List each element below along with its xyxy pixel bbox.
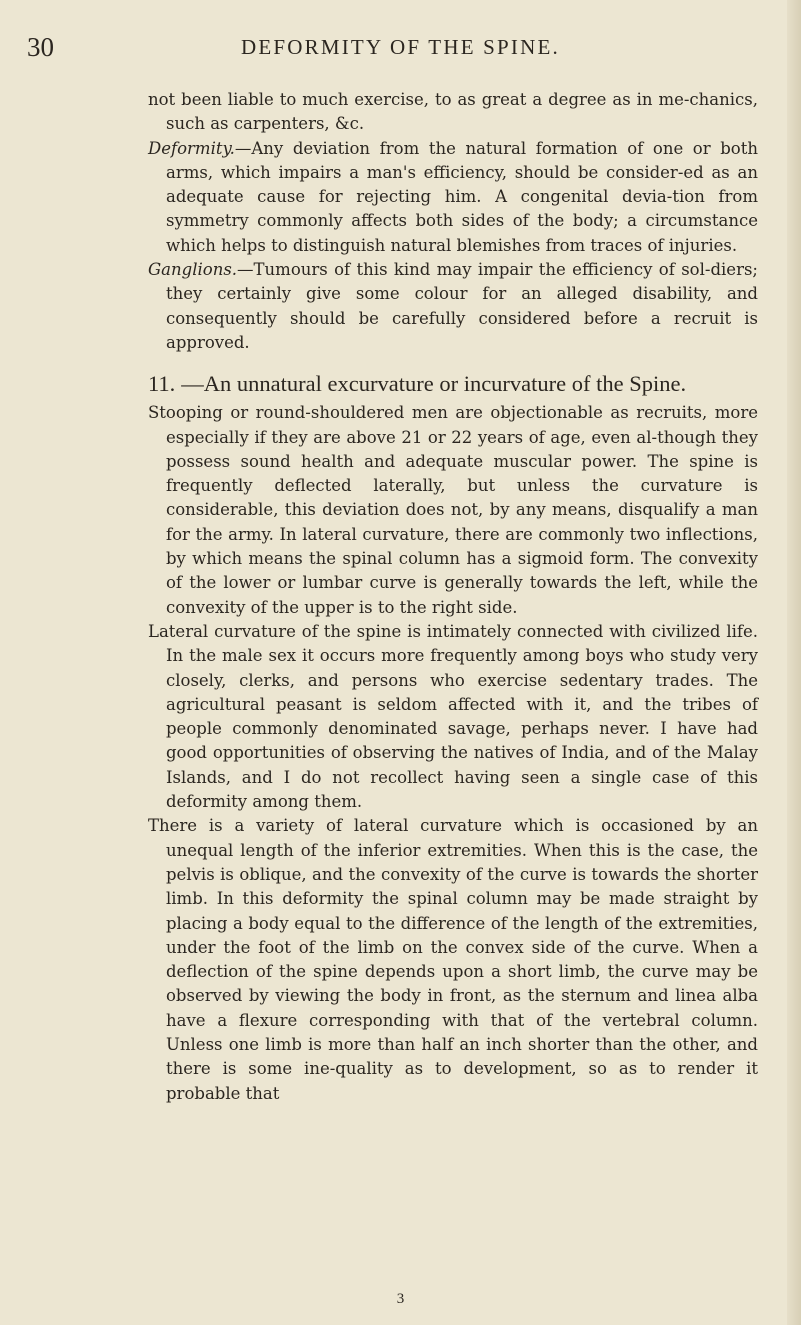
paragraph-lead-deformity: Deformity. [148, 138, 235, 158]
section-heading [148, 367, 758, 401]
paragraph-text: not been liable to much exercise, to as great a degree as in me-chanics, such as carpenters, &c. [148, 90, 758, 134]
paragraph-text: —Tumours of this kind may impair the efficiency of sol-diers; they certainly give some colour for an alleged disability, and consequently should be carefully considered before a recruit is approved. [166, 260, 758, 352]
paragraph-unequal-length: There is a variety of lateral curvature which is occasioned by an unequal length of the inferior extremities. When this is the case, the pelvis is oblique, and the convexity of the curve is towards the shorter limb. In this deformity the spinal column may be made straight by placing a body equal to the difference of the length of the extremities, under the foot of the limb on the convex side of the curve. When a deflection of the spine depends upon a short limb, the curve may be observed by viewing the body in front, as the sternum and linea alba have a flexure corresponding with that of the vertebral column. Unless one limb is more than half an inch shorter than the other, and there is some ine-quality as to development, so as to render it probable that [148, 816, 758, 1103]
paragraph-ganglions [148, 258, 758, 355]
paragraph-deformity [148, 137, 758, 258]
paragraph-text: —Any deviation from the natural formation of one or both arms, which impairs a man's efficiency, should be consider-ed as an adequate cause for rejecting him. A congenital devia-tion from symmetry commonly affects both sides of the body; a circumstance which helps to distinguish natural blemishes from traces of injuries. [166, 138, 758, 255]
paragraph-continuation [148, 88, 758, 137]
body-text [148, 88, 758, 1106]
section-number: 11. [148, 371, 176, 397]
paragraph-stooping: Stooping or round-shouldered men are objectionable as recruits, more especially if they are above 21 or 22 years of age, even al-though they possess sound health and adequate muscular power. The spine is frequently deflected laterally, but unless the curvature is considerable, this deviation does not, by any means, disqualify a man for the army. In lateral curvature, there are commonly two inflections, by which means the spinal column has a sigmoid form. The convexity of the lower or lumbar curve is generally towards the left, while the convexity of the upper is to the right side. [148, 403, 758, 617]
signature-mark: 3 [396, 1291, 405, 1307]
page-edge [787, 0, 801, 1325]
section-title: —An unnatural excurvature or incurvature of the Spine. [181, 371, 687, 397]
page-header [0, 32, 801, 62]
running-head: DEFORMITY OF THE SPINE. [241, 35, 560, 59]
paragraph-lateral-curvature: Lateral curvature of the spine is intimately connected with civilized life. In the male sex it occurs more frequently among boys who study very closely, clerks, and persons who exercise sedentary trades. The agricultural peasant is seldom affected with it, and the tribes of people commonly denominated savage, perhaps never. I have had good opportunities of observing the natives of India, and of the Malay Islands, and I do not recollect having seen a single case of this deformity among them. [148, 621, 758, 812]
page-number: 30 [27, 32, 54, 62]
paragraph-lead-ganglions: Ganglions. [148, 260, 238, 280]
